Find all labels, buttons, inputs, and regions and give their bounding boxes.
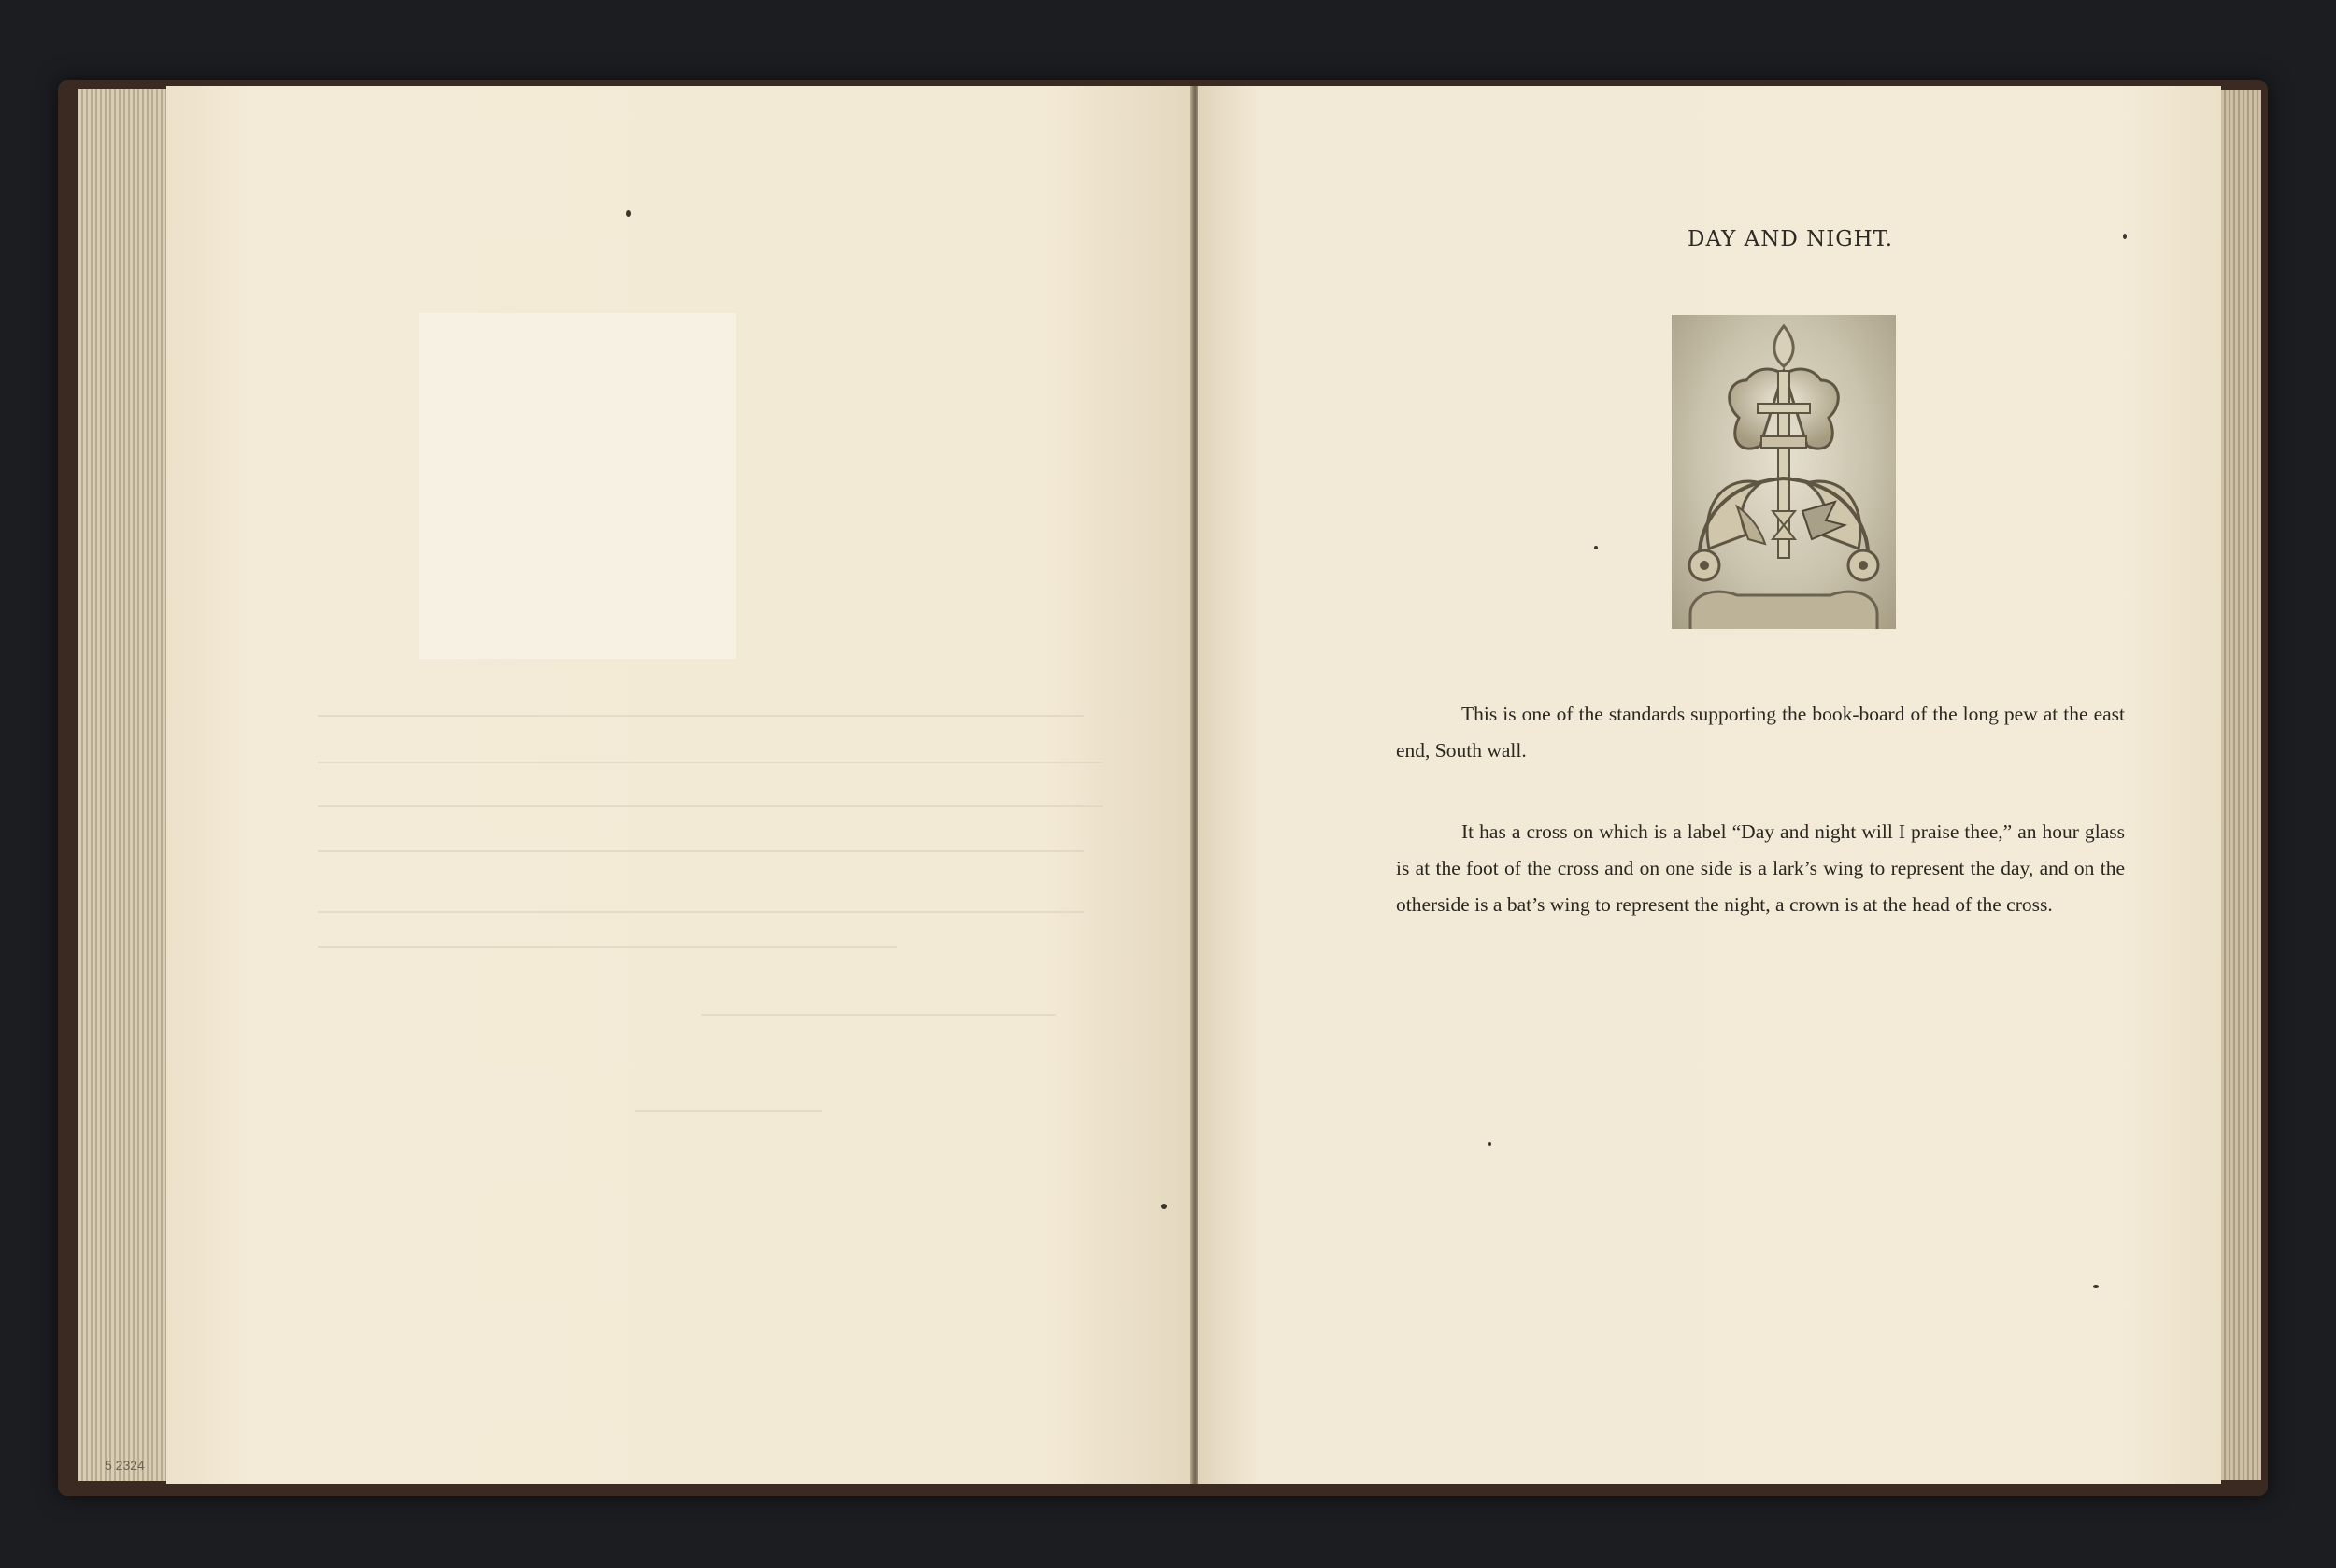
page-title: DAY AND NIGHT.: [1688, 227, 1894, 251]
show-through-text: [318, 911, 1084, 913]
paper-speck: [2093, 1285, 2099, 1288]
show-through-text: [318, 715, 1084, 717]
show-through-text: [701, 1014, 1056, 1016]
show-through-text: [318, 850, 1084, 852]
inventory-mark: 5 2324: [105, 1458, 145, 1473]
paper-speck: [1594, 546, 1598, 549]
right-page: [1198, 86, 2221, 1484]
show-through-text: [318, 762, 1103, 763]
show-through-rule: [635, 1110, 822, 1112]
paper-speck: [1488, 1142, 1491, 1146]
show-through-text: [318, 946, 897, 948]
left-page: [166, 86, 1194, 1484]
paper-speck: [626, 210, 631, 217]
paper-speck: [1161, 1204, 1167, 1209]
paper-speck: [2123, 234, 2127, 239]
show-through-text: [318, 805, 1103, 807]
paragraph-details: It has a cross on which is a label “Day and night will I praise thee,” an hour glass is at the foot of the cross and on one side is a lark’s wing to represent the day, and on the otherside is a bat’s wing to represent the night, a crown is at the head of the cross.: [1396, 820, 2125, 916]
show-through-plate: [419, 313, 736, 659]
page-edges-right: [2216, 90, 2261, 1480]
carving-photograph: [1672, 315, 1896, 629]
paragraph-description: This is one of the standards supporting the book-board of the long pew at the east end, South wall.: [1396, 703, 2125, 762]
carved-standard-illustration: [1672, 315, 1896, 629]
